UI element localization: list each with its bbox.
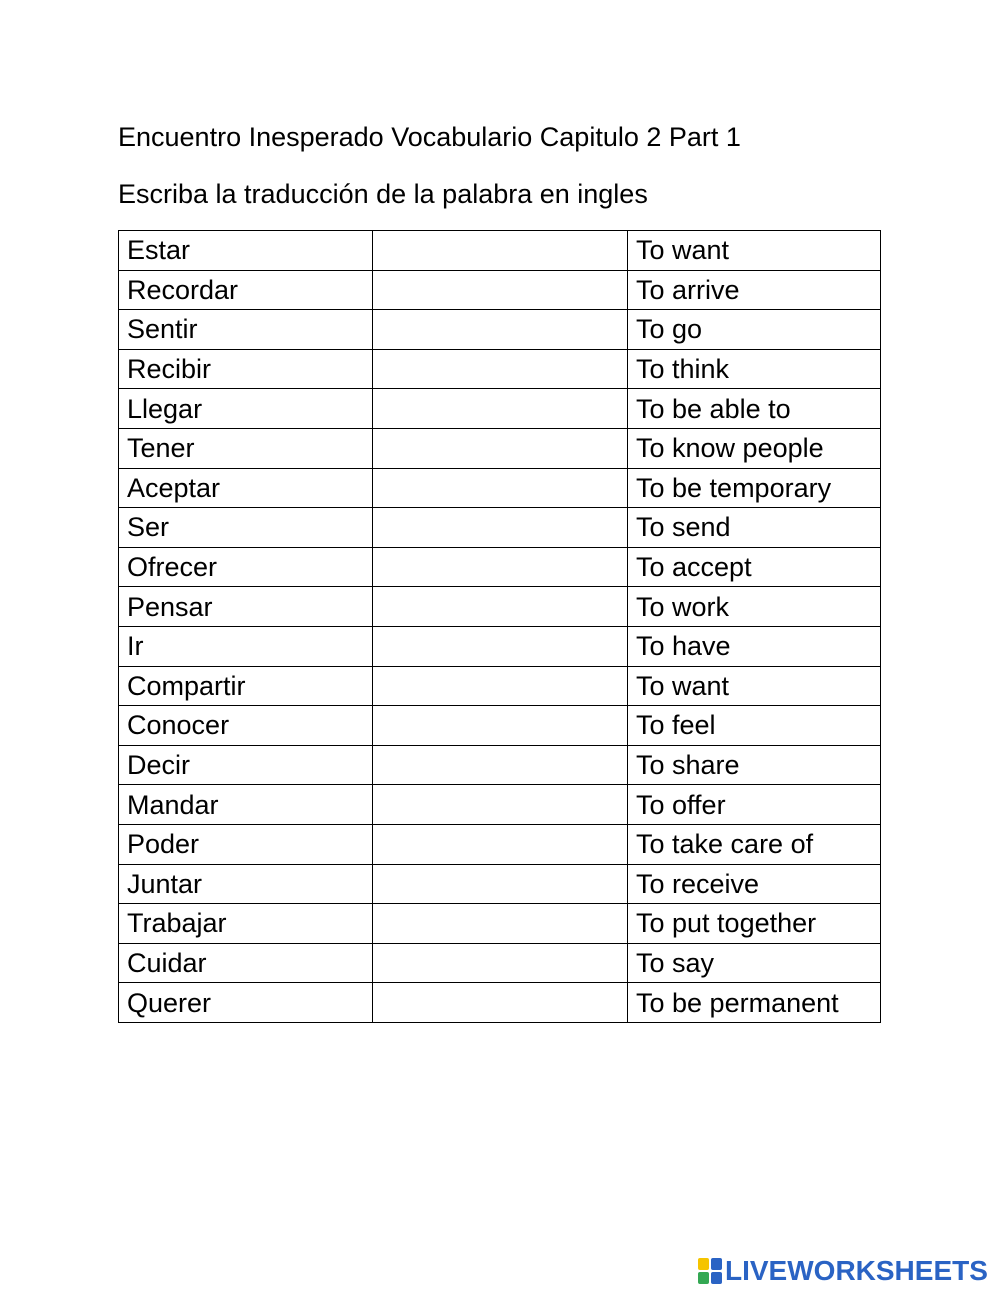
english-word-cell: To feel [628,706,881,746]
spanish-word-cell: Trabajar [119,904,373,944]
table-row [119,706,881,746]
table-row [119,508,881,548]
english-word-cell: To take care of [628,824,881,864]
answer-cell[interactable] [373,706,628,746]
spanish-word-cell: Poder [119,824,373,864]
table-row [119,626,881,666]
answer-cell[interactable] [373,349,628,389]
answer-cell[interactable] [373,508,628,548]
answer-cell[interactable] [373,983,628,1023]
liveworksheets-logo-icon [698,1258,722,1284]
spanish-word-cell: Ser [119,508,373,548]
english-word-cell: To work [628,587,881,627]
english-word-cell: To send [628,508,881,548]
table-row [119,785,881,825]
spanish-word-cell: Pensar [119,587,373,627]
english-word-cell: To receive [628,864,881,904]
table-row [119,389,881,429]
answer-cell[interactable] [373,468,628,508]
answer-cell[interactable] [373,785,628,825]
english-word-cell: To want [628,666,881,706]
table-row [119,587,881,627]
answer-cell[interactable] [373,904,628,944]
table-row [119,983,881,1023]
english-word-cell: To share [628,745,881,785]
english-word-cell: To go [628,310,881,350]
spanish-word-cell: Tener [119,428,373,468]
table-row [119,231,881,271]
spanish-word-cell: Decir [119,745,373,785]
spanish-word-cell: Conocer [119,706,373,746]
english-word-cell: To want [628,231,881,271]
spanish-word-cell: Aceptar [119,468,373,508]
spanish-word-cell: Recordar [119,270,373,310]
answer-cell[interactable] [373,666,628,706]
english-word-cell: To be temporary [628,468,881,508]
spanish-word-cell: Recibir [119,349,373,389]
spanish-word-cell: Juntar [119,864,373,904]
english-word-cell: To put together [628,904,881,944]
answer-cell[interactable] [373,824,628,864]
spanish-word-cell: Compartir [119,666,373,706]
spanish-word-cell: Ir [119,626,373,666]
liveworksheets-logo [698,1256,988,1286]
english-word-cell: To be permanent [628,983,881,1023]
vocabulary-table [118,230,881,1023]
table-row [119,270,881,310]
table-row [119,547,881,587]
table-row [119,824,881,864]
english-word-cell: To offer [628,785,881,825]
worksheet-instructions: Escriba la traducción de la palabra en ingles [118,179,648,209]
table-row [119,468,881,508]
worksheet-title: Encuentro Inesperado Vocabulario Capitulo 2 Part 1 [118,122,741,152]
answer-cell[interactable] [373,547,628,587]
spanish-word-cell: Llegar [119,389,373,429]
english-word-cell: To be able to [628,389,881,429]
logo-text: LIVEWORKSHEETS [725,1255,988,1286]
answer-cell[interactable] [373,428,628,468]
answer-cell[interactable] [373,587,628,627]
answer-cell[interactable] [373,943,628,983]
english-word-cell: To arrive [628,270,881,310]
table-row [119,428,881,468]
answer-cell[interactable] [373,626,628,666]
answer-cell[interactable] [373,745,628,785]
spanish-word-cell: Ofrecer [119,547,373,587]
table-row [119,864,881,904]
spanish-word-cell: Cuidar [119,943,373,983]
table-row [119,904,881,944]
answer-cell[interactable] [373,864,628,904]
spanish-word-cell: Sentir [119,310,373,350]
table-row [119,349,881,389]
table-row [119,310,881,350]
answer-cell[interactable] [373,310,628,350]
english-word-cell: To think [628,349,881,389]
spanish-word-cell: Querer [119,983,373,1023]
english-word-cell: To know people [628,428,881,468]
spanish-word-cell: Mandar [119,785,373,825]
table-row [119,666,881,706]
english-word-cell: To have [628,626,881,666]
answer-cell[interactable] [373,270,628,310]
table-row [119,745,881,785]
answer-cell[interactable] [373,231,628,271]
answer-cell[interactable] [373,389,628,429]
english-word-cell: To accept [628,547,881,587]
vocabulary-table-body [119,231,881,1023]
table-row [119,943,881,983]
english-word-cell: To say [628,943,881,983]
spanish-word-cell: Estar [119,231,373,271]
